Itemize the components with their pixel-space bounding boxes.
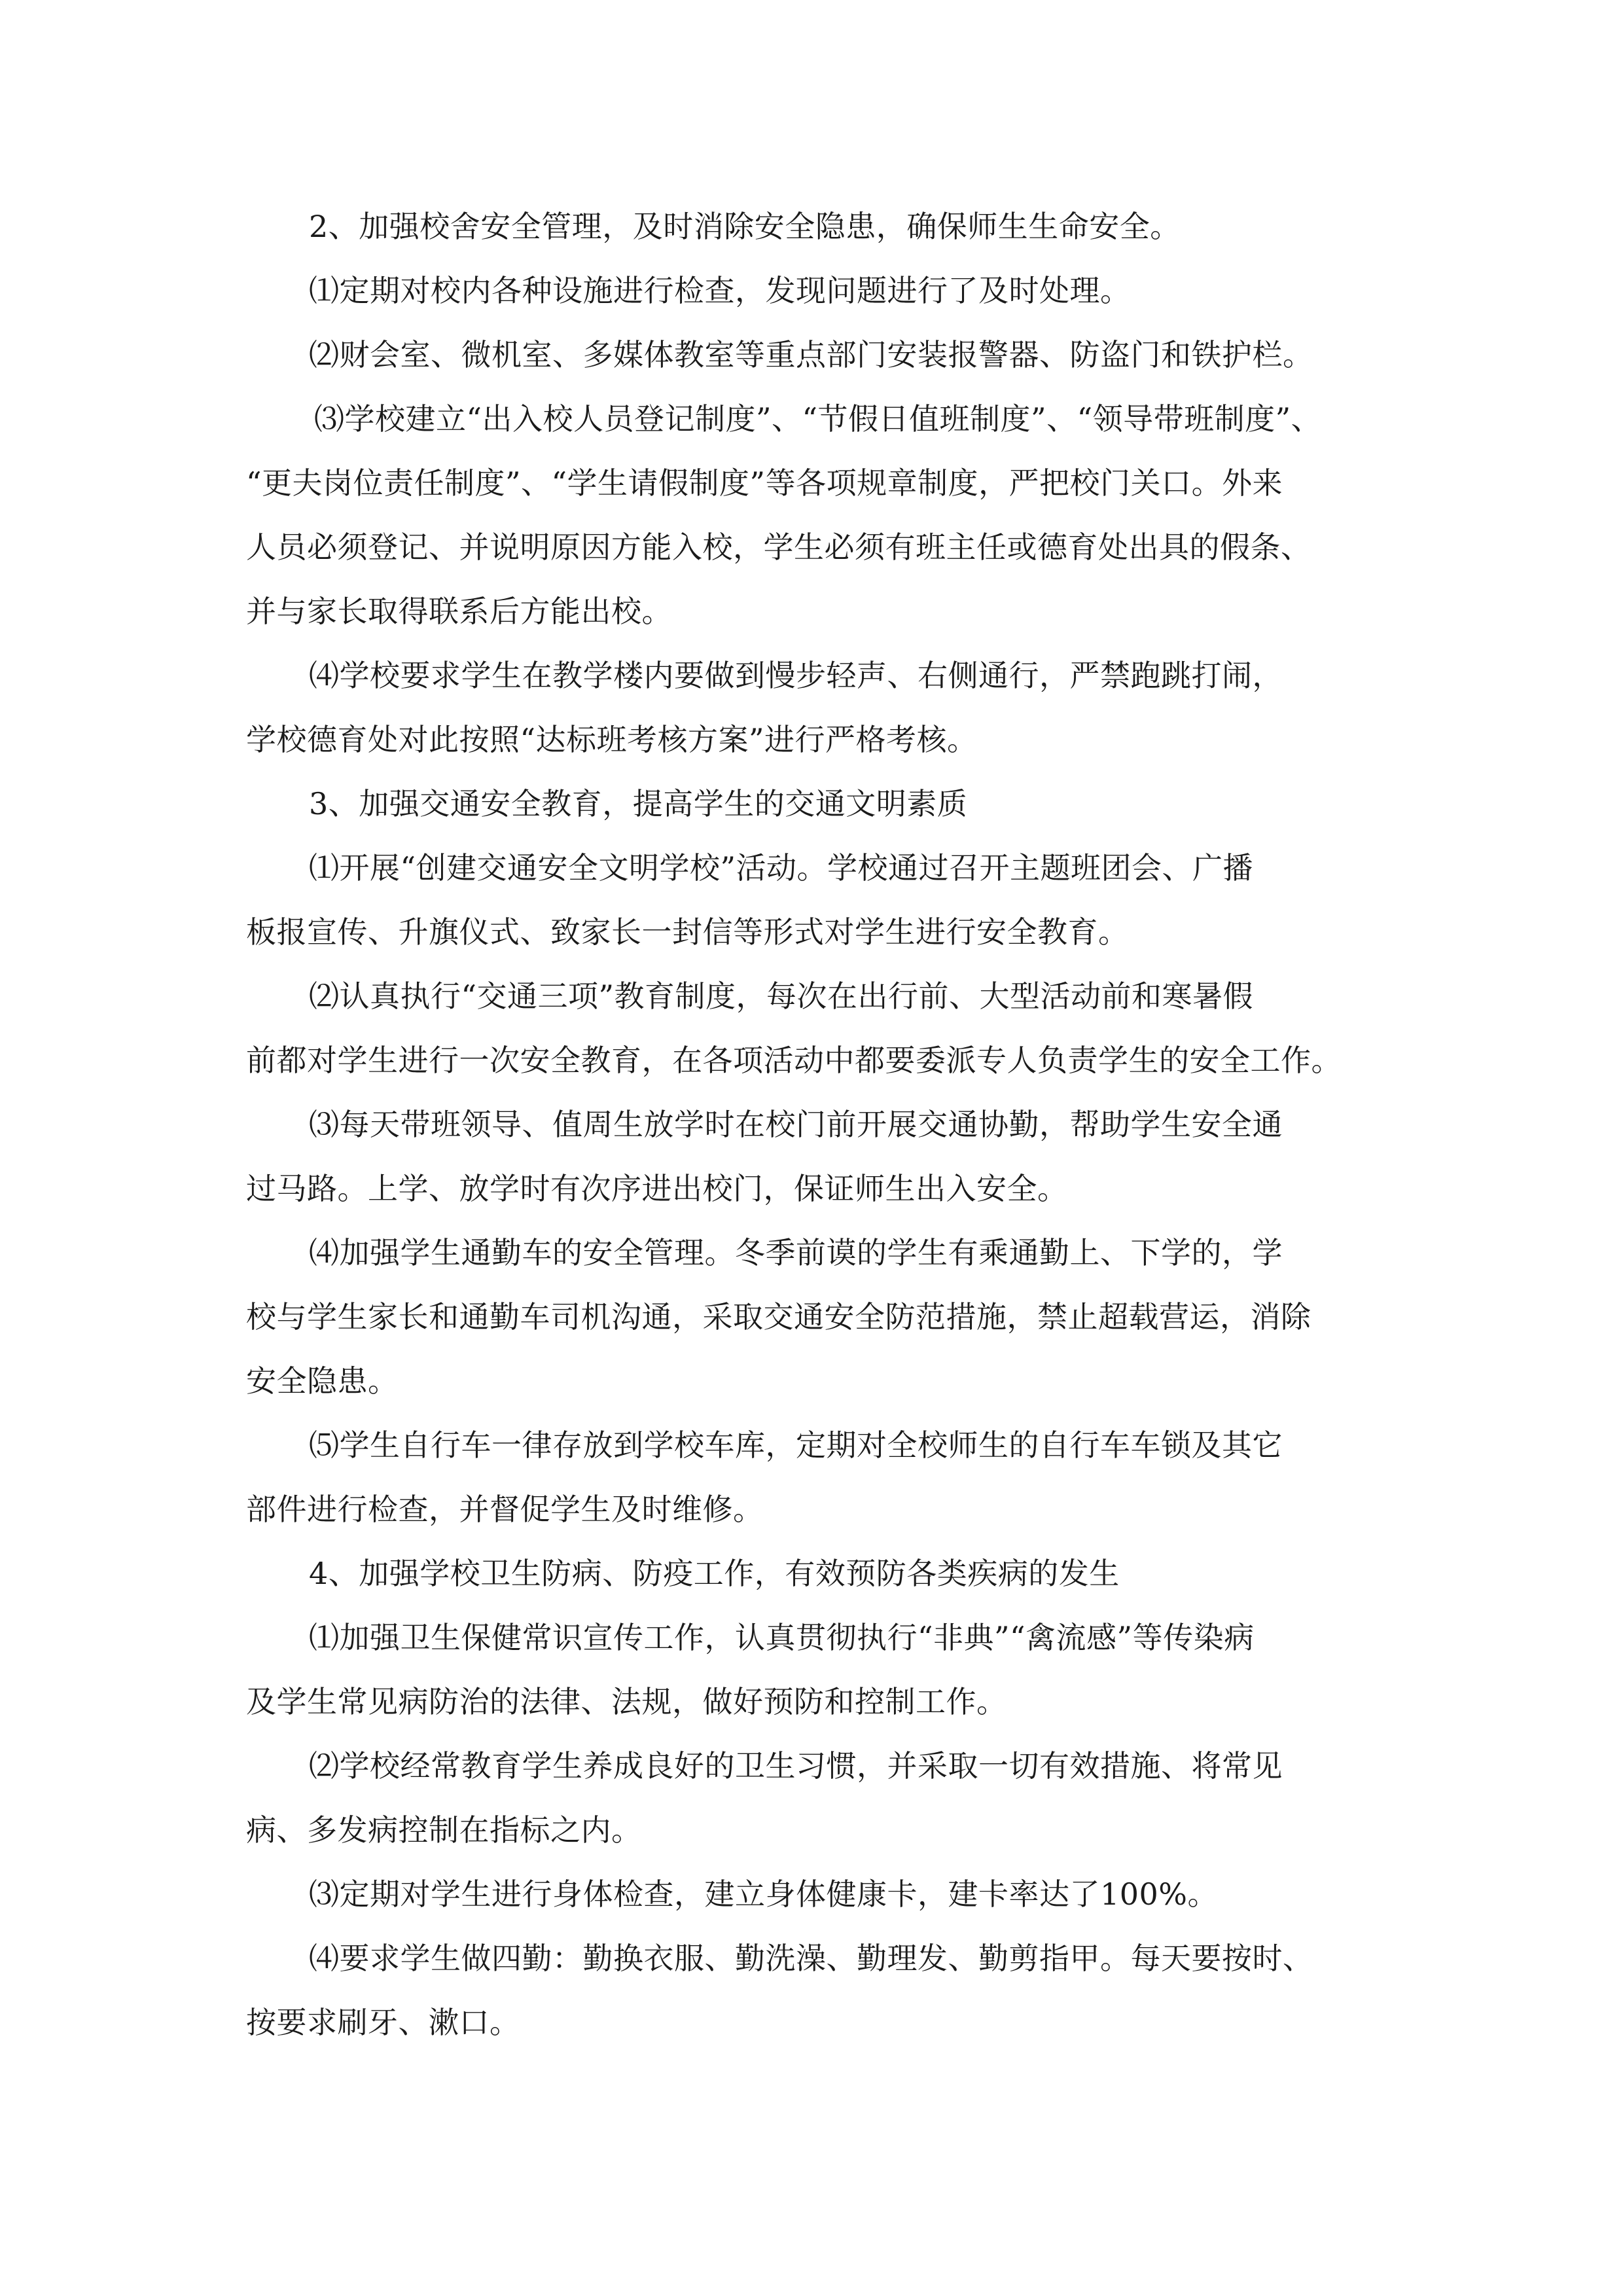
text-line: “更夫岗位责任制度”、“学生请假制度”等各项规章制度，严把校门关口。外来 (246, 465, 1283, 501)
text-line: ⑷要求学生做四勤：勤换衣服、勤洗澡、勤理发、勤剪指甲。每天要按时、 (309, 1941, 1313, 1976)
text-line: ⑶定期对学生进行身体检查，建立身体健康卡，建卡率达了100%。 (309, 1876, 1219, 1912)
text-line: ⑷学校要求学生在教学楼内要做到慢步轻声、右侧通行，严禁跑跳打闹， (309, 658, 1283, 693)
text-line: ⑵财会室、微机室、多媒体教室等重点部门安装报警器、防盗门和铁护栏。 (309, 337, 1313, 372)
text-line: 按要求刷牙、漱口。 (246, 2005, 520, 2040)
text-line: 人员必须登记、并说明原因方能入校，学生必须有班主任或德育处出具的假条、 (246, 529, 1311, 565)
text-line: 过马路。上学、放学时有次序进出校门，保证师生出入安全。 (246, 1171, 1068, 1206)
text-line: ⑵学校经常教育学生养成良好的卫生习惯，并采取一切有效措施、将常见 (309, 1748, 1283, 1784)
text-line: ⑶学校建立“出入校人员登记制度”、“节假日值班制度”、“领导带班制度”、 (314, 401, 1322, 437)
text-line: ⑴开展“创建交通安全文明学校”活动。学校通过召开主题班团会、广播 (309, 850, 1254, 886)
text-line: ⑶每天带班领导、值周生放学时在校门前开展交通协勤，帮助学生安全通 (309, 1107, 1283, 1142)
text-line: 2、加强校舍安全管理，及时消除安全隐患，确保师生生命安全。 (309, 209, 1181, 244)
text-line: 部件进行检查，并督促学生及时维修。 (246, 1492, 764, 1527)
text-line: ⑴加强卫生保健常识宣传工作，认真贯彻执行“非典”“禽流感”等传染病 (309, 1620, 1255, 1655)
text-line: 安全隐患。 (246, 1363, 399, 1399)
text-line: 3、加强交通安全教育，提高学生的交通文明素质 (309, 786, 968, 821)
text-line: 及学生常见病防治的法律、法规，做好预防和控制工作。 (246, 1684, 1007, 1719)
text-line: 前都对学生进行一次安全教育，在各项活动中都要委派专人负责学生的安全工作。 (246, 1043, 1342, 1078)
text-line: ⑵认真执行“交通三项”教育制度，每次在出行前、大型活动前和寒暑假 (309, 978, 1254, 1014)
text-line: ⑸学生自行车一律存放到学校车库，定期对全校师生的自行车车锁及其它 (309, 1427, 1283, 1463)
text-line: ⑴定期对校内各种设施进行检查，发现问题进行了及时处理。 (309, 273, 1131, 308)
text-line: 板报宣传、升旗仪式、致家长一封信等形式对学生进行安全教育。 (246, 914, 1129, 950)
text-line: ⑷加强学生通勤车的安全管理。冬季前谟的学生有乘通勤上、下学的，学 (309, 1235, 1283, 1270)
text-line: 4、加强学校卫生防病、防疫工作，有效预防各类疾病的发生 (309, 1556, 1120, 1591)
text-line: 校与学生家长和通勤车司机沟通，采取交通安全防范措施，禁止超载营运，消除 (246, 1299, 1311, 1335)
text-line: 并与家长取得联系后方能出校。 (246, 594, 672, 629)
text-line: 病、多发病控制在指标之内。 (246, 1812, 642, 1848)
text-line: 学校德育处对此按照“达标班考核方案”进行严格考核。 (246, 722, 978, 757)
